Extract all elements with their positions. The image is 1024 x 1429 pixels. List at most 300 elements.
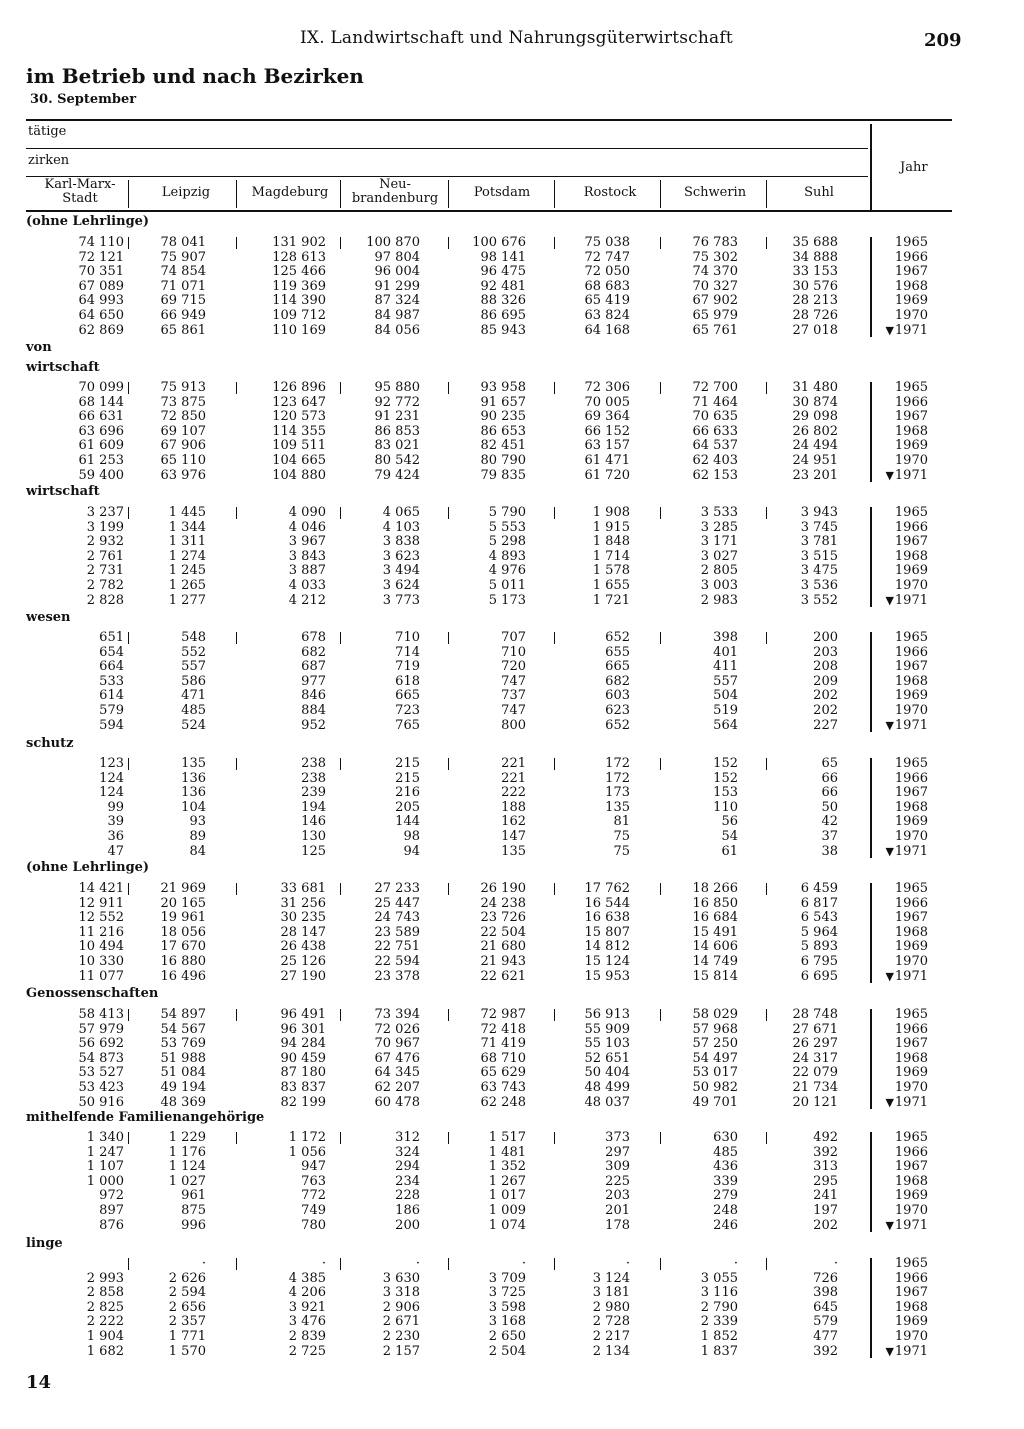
table-row <box>0 970 1024 984</box>
table-cell: 28 213 <box>792 293 838 309</box>
table-cell: 38 <box>821 843 838 859</box>
table-cell: 324 <box>395 1144 420 1160</box>
table-row <box>0 1131 1024 1145</box>
table-cell: 2 650 <box>488 1329 526 1344</box>
table-cell: 1 172 <box>288 1130 326 1145</box>
table-cell: 72 121 <box>78 249 124 265</box>
year-cell <box>868 564 928 578</box>
year-label: 1968 <box>894 1050 928 1066</box>
table-cell: 714 <box>395 644 420 660</box>
table-cell: 504 <box>713 688 738 704</box>
table-cell: 146 <box>301 814 326 830</box>
table-cell: 24 743 <box>374 910 420 926</box>
table-cell: 21 969 <box>160 881 206 896</box>
table-cell: 83 021 <box>374 438 420 454</box>
year-label: 1970 <box>894 578 928 593</box>
table-cell: 557 <box>181 659 206 675</box>
table-cell: 66 <box>821 770 838 786</box>
table-row <box>0 535 1024 549</box>
table-cell: 67 902 <box>692 293 738 309</box>
year-cell <box>868 425 928 439</box>
table-cell: 2 805 <box>700 563 738 579</box>
table-cell: 392 <box>813 1343 838 1359</box>
year-cell <box>868 236 928 250</box>
year-label: 1968 <box>894 548 928 564</box>
table-cell: 1 107 <box>86 1159 124 1175</box>
table-cell: 24 238 <box>480 895 526 911</box>
year-label: 1965 <box>894 235 928 250</box>
table-cell: 710 <box>501 644 526 660</box>
table-cell: 1 352 <box>488 1159 526 1175</box>
year-cell <box>868 970 928 984</box>
table-cell: 614 <box>99 688 124 704</box>
table-cell: 83 837 <box>280 1080 326 1095</box>
table-cell: 216 <box>395 785 420 801</box>
column-header-divider <box>340 180 341 208</box>
table-cell: 84 056 <box>374 322 420 338</box>
table-cell: 51 988 <box>160 1050 206 1066</box>
table-cell: 3 967 <box>288 534 326 550</box>
table-row <box>0 926 1024 940</box>
table-cell: 34 888 <box>792 249 838 265</box>
table-cell: 61 720 <box>584 467 630 483</box>
table-cell: 655 <box>605 644 630 660</box>
table-cell: 652 <box>605 717 630 733</box>
table-row <box>0 1052 1024 1066</box>
table-cell: 27 018 <box>792 322 838 338</box>
table-cell: 15 814 <box>692 968 738 984</box>
table-row <box>0 1219 1024 1233</box>
section-title: (ohne Lehrlinge) <box>26 214 150 229</box>
table-cell: 66 <box>821 785 838 801</box>
year-label: 1971 <box>894 1094 928 1110</box>
year-cell <box>868 1081 928 1095</box>
year-label: 1965 <box>894 630 928 645</box>
table-cell: 5 553 <box>488 519 526 535</box>
table-cell: 16 544 <box>584 895 630 911</box>
table-cell: 1 908 <box>592 505 630 520</box>
table-cell: 492 <box>813 1130 838 1145</box>
table-cell: 53 769 <box>160 1036 206 1052</box>
table-cell: 228 <box>395 1188 420 1204</box>
table-cell: · <box>415 1256 420 1271</box>
year-cell <box>868 324 928 338</box>
table-cell: 17 670 <box>160 939 206 955</box>
table-cell: 89 <box>189 829 206 844</box>
table-cell: 54 873 <box>78 1050 124 1066</box>
table-cell: 2 594 <box>168 1285 206 1301</box>
table-cell: 5 298 <box>488 534 526 550</box>
running-head: IX. Landwirtschaft und Nahrungsgüterwirtschaft <box>300 28 733 48</box>
table-cell: 173 <box>605 785 630 801</box>
table-cell: 94 <box>403 843 420 859</box>
table-cell: 720 <box>501 659 526 675</box>
table-cell: 3 887 <box>288 563 326 579</box>
year-cell <box>868 882 928 896</box>
table-cell: 50 916 <box>78 1094 124 1110</box>
table-cell: 53 017 <box>692 1065 738 1081</box>
table-cell: 56 <box>721 814 738 830</box>
table-cell: 63 824 <box>584 308 630 323</box>
year-label: 1969 <box>894 1314 928 1330</box>
year-cell <box>868 786 928 800</box>
table-cell: 63 743 <box>480 1080 526 1095</box>
table-cell: 3 630 <box>382 1270 420 1286</box>
table-cell: 74 854 <box>160 264 206 280</box>
table-cell: 4 065 <box>382 505 420 520</box>
table-cell: 61 253 <box>78 453 124 468</box>
table-row <box>0 1160 1024 1174</box>
table-cell: 27 233 <box>374 881 420 896</box>
table-cell: 110 <box>713 799 738 815</box>
table-cell: 221 <box>501 756 526 771</box>
table-cell: 14 812 <box>584 939 630 955</box>
year-cell <box>868 410 928 424</box>
table-cell: 678 <box>301 630 326 645</box>
year-label: 1968 <box>894 1299 928 1315</box>
table-cell: 2 725 <box>288 1343 326 1359</box>
table-row <box>0 521 1024 535</box>
table-cell: 3 552 <box>800 592 838 608</box>
table-cell: 548 <box>181 630 206 645</box>
table-cell: 72 700 <box>692 380 738 395</box>
year-label: 1969 <box>894 1188 928 1204</box>
table-cell: 630 <box>713 1130 738 1145</box>
table-cell: 22 621 <box>480 968 526 984</box>
year-label: 1970 <box>894 1080 928 1095</box>
table-cell: 339 <box>713 1173 738 1189</box>
table-cell: 2 731 <box>86 563 124 579</box>
table-cell: 94 284 <box>280 1036 326 1052</box>
table-cell: 82 199 <box>280 1094 326 1110</box>
table-cell: 6 795 <box>800 954 838 969</box>
table-cell: 15 124 <box>584 954 630 969</box>
section-title: mithelfende Familienangehörige <box>26 1110 265 1125</box>
table-cell: 234 <box>395 1173 420 1189</box>
table-row <box>0 1301 1024 1315</box>
table-cell: 1 682 <box>86 1343 124 1359</box>
table-cell: 3 181 <box>592 1285 630 1301</box>
table-cell: 4 103 <box>382 519 420 535</box>
table-cell: 2 858 <box>86 1285 124 1301</box>
year-label: 1966 <box>894 1021 928 1037</box>
table-cell: 1 056 <box>288 1144 326 1160</box>
year-label: 1971 <box>894 592 928 608</box>
section-title: Genossenschaften <box>26 986 159 1001</box>
table-cell: 124 <box>99 770 124 786</box>
table-cell: 2 134 <box>592 1343 630 1359</box>
triangle-marker-icon: ▼ <box>885 844 894 858</box>
table-row <box>0 469 1024 483</box>
table-row <box>0 506 1024 520</box>
year-label: 1967 <box>894 409 928 425</box>
table-cell: 215 <box>395 770 420 786</box>
table-row <box>0 1330 1024 1344</box>
table-cell: 1 344 <box>168 519 206 535</box>
table-cell: 53 423 <box>78 1080 124 1095</box>
table-row <box>0 955 1024 969</box>
year-label: 1968 <box>894 673 928 689</box>
year-label: 1965 <box>894 756 928 771</box>
table-row <box>0 911 1024 925</box>
table-cell: 85 943 <box>480 322 526 338</box>
table-cell: 135 <box>181 756 206 771</box>
table-row <box>0 1096 1024 1110</box>
table-cell: 202 <box>813 703 838 718</box>
table-cell: 687 <box>301 659 326 675</box>
table-row <box>0 1272 1024 1286</box>
table-cell: 4 385 <box>288 1270 326 1286</box>
table-cell: 12 552 <box>78 910 124 926</box>
table-row <box>0 381 1024 395</box>
table-cell: 61 <box>721 843 738 859</box>
table-cell: 2 761 <box>86 548 124 564</box>
table-cell: 93 958 <box>480 380 526 395</box>
table-cell: 64 650 <box>78 308 124 323</box>
table-cell: 295 <box>813 1173 838 1189</box>
section-title: wesen <box>26 610 71 625</box>
table-cell: 65 419 <box>584 293 630 309</box>
table-cell: 63 696 <box>78 423 124 439</box>
column-header-divider <box>554 180 555 208</box>
table-cell: 76 783 <box>692 235 738 250</box>
table-cell: 104 880 <box>272 467 326 483</box>
table-cell: 64 537 <box>692 438 738 454</box>
table-cell: 209 <box>813 673 838 689</box>
table-cell: 79 424 <box>374 467 420 483</box>
table-cell: 98 <box>403 829 420 844</box>
table-cell: 172 <box>605 770 630 786</box>
year-label: 1970 <box>894 308 928 323</box>
year-cell <box>868 926 928 940</box>
table-cell: 109 511 <box>272 438 326 454</box>
column-header-divider <box>448 180 449 208</box>
table-row <box>0 1189 1024 1203</box>
table-cell: 665 <box>605 659 630 675</box>
table-cell: 436 <box>713 1159 738 1175</box>
table-cell: 309 <box>605 1159 630 1175</box>
table-cell: 75 <box>613 843 630 859</box>
table-cell: 623 <box>605 703 630 718</box>
table-cell: 4 033 <box>288 578 326 593</box>
table-cell: 70 327 <box>692 278 738 294</box>
table-cell: 16 850 <box>692 895 738 911</box>
table-cell: 3 494 <box>382 563 420 579</box>
table-cell: 221 <box>501 770 526 786</box>
table-cell: 95 880 <box>374 380 420 395</box>
section-title: wirtschaft <box>26 484 100 499</box>
table-cell: 24 317 <box>792 1050 838 1066</box>
table-row <box>0 594 1024 608</box>
table-cell: 2 339 <box>700 1314 738 1330</box>
table-cell: 120 573 <box>272 409 326 425</box>
table-cell: 6 695 <box>800 968 838 984</box>
year-cell <box>868 280 928 294</box>
table-cell: 2 980 <box>592 1299 630 1315</box>
table-cell: 18 266 <box>692 881 738 896</box>
year-label: 1967 <box>894 910 928 926</box>
table-cell: 2 626 <box>168 1270 206 1286</box>
year-cell <box>868 535 928 549</box>
table-cell: 79 835 <box>480 467 526 483</box>
table-cell: 57 968 <box>692 1021 738 1037</box>
table-cell: 114 390 <box>272 293 326 309</box>
table-row <box>0 1008 1024 1022</box>
table-cell: 28 748 <box>792 1007 838 1022</box>
table-cell: 664 <box>99 659 124 675</box>
table-cell: 72 747 <box>584 249 630 265</box>
table-cell: 947 <box>301 1159 326 1175</box>
table-cell: 2 217 <box>592 1329 630 1344</box>
table-cell: 54 897 <box>160 1007 206 1022</box>
table-cell: 50 <box>821 799 838 815</box>
header-rule-1 <box>26 148 868 149</box>
year-cell <box>868 579 928 593</box>
table-cell: 3 921 <box>288 1299 326 1315</box>
year-label: 1967 <box>894 785 928 801</box>
year-cell <box>868 1286 928 1300</box>
triangle-marker-icon: ▼ <box>885 323 894 337</box>
table-cell: 23 726 <box>480 910 526 926</box>
table-cell: 96 475 <box>480 264 526 280</box>
table-row <box>0 251 1024 265</box>
column-header-divider <box>660 180 661 208</box>
table-cell: 91 657 <box>480 394 526 410</box>
table-cell: 54 567 <box>160 1021 206 1037</box>
table-cell: 75 302 <box>692 249 738 265</box>
table-cell: 1 570 <box>168 1343 206 1359</box>
table-cell: 136 <box>181 785 206 801</box>
table-cell: 763 <box>301 1173 326 1189</box>
table-cell: 55 103 <box>584 1036 630 1052</box>
year-label: 1969 <box>894 939 928 955</box>
year-cell <box>868 660 928 674</box>
table-cell: 23 201 <box>792 467 838 483</box>
year-cell <box>868 704 928 718</box>
table-cell: 56 913 <box>584 1007 630 1022</box>
table-cell: 398 <box>813 1285 838 1301</box>
table-cell: 579 <box>813 1314 838 1330</box>
table-row <box>0 940 1024 954</box>
table-cell: 996 <box>181 1217 206 1233</box>
table-cell: 665 <box>395 688 420 704</box>
table-cell: 4 212 <box>288 592 326 608</box>
table-cell: 51 084 <box>160 1065 206 1081</box>
footer-number: 14 <box>26 1372 52 1393</box>
column-header-line-2: brandenburg <box>351 191 439 206</box>
table-cell: 1 124 <box>168 1159 206 1175</box>
column-header-line-1: Leipzig <box>161 185 211 200</box>
table-cell: 125 466 <box>272 264 326 280</box>
table-cell: 96 004 <box>374 264 420 280</box>
table-cell: 1 714 <box>592 548 630 564</box>
year-cell <box>868 1330 928 1344</box>
table-cell: 765 <box>395 717 420 733</box>
column-header <box>30 178 130 206</box>
section-title: schutz <box>26 736 74 751</box>
table-cell: 64 993 <box>78 293 124 309</box>
table-cell: 84 987 <box>374 308 420 323</box>
table-row <box>0 845 1024 859</box>
table-cell: 23 378 <box>374 968 420 984</box>
table-cell: 90 459 <box>280 1050 326 1066</box>
column-header-divider <box>236 180 237 208</box>
table-cell: 75 <box>613 829 630 844</box>
table-cell: 62 153 <box>692 467 738 483</box>
table-cell: 54 497 <box>692 1050 738 1066</box>
year-cell <box>868 1146 928 1160</box>
year-label: 1969 <box>894 563 928 579</box>
table-cell: · <box>625 1256 630 1271</box>
table-cell: 579 <box>99 703 124 718</box>
table-cell: · <box>321 1256 326 1271</box>
table-cell: 98 141 <box>480 249 526 265</box>
table-cell: 1 311 <box>168 534 206 550</box>
triangle-marker-icon: ▼ <box>885 1344 894 1358</box>
table-cell: 128 613 <box>272 249 326 265</box>
table-cell: 2 222 <box>86 1314 124 1330</box>
column-header <box>138 186 234 200</box>
column-header <box>342 178 448 206</box>
table-row <box>0 631 1024 645</box>
year-cell <box>868 1315 928 1329</box>
table-cell: 15 953 <box>584 968 630 984</box>
year-cell <box>868 1175 928 1189</box>
table-cell: 1 277 <box>168 592 206 608</box>
table-cell: 26 802 <box>792 423 838 439</box>
year-cell <box>868 757 928 771</box>
year-label: 1968 <box>894 799 928 815</box>
table-cell: 28 147 <box>280 924 326 940</box>
table-cell: 200 <box>395 1217 420 1233</box>
table-cell: 48 499 <box>584 1080 630 1095</box>
table-cell: 411 <box>713 659 738 675</box>
table-cell: 72 987 <box>480 1007 526 1022</box>
table-cell: 87 324 <box>374 293 420 309</box>
year-cell <box>868 897 928 911</box>
year-label: 1968 <box>894 278 928 294</box>
year-cell <box>868 309 928 323</box>
year-cell <box>868 772 928 786</box>
year-label: 1969 <box>894 1065 928 1081</box>
table-cell: 5 173 <box>488 592 526 608</box>
table-row <box>0 646 1024 660</box>
table-cell: 18 056 <box>160 924 206 940</box>
table-cell: 1 915 <box>592 519 630 535</box>
table-cell: 471 <box>181 688 206 704</box>
table-cell: 172 <box>605 756 630 771</box>
table-cell: 66 152 <box>584 423 630 439</box>
table-row <box>0 897 1024 911</box>
table-row <box>0 1037 1024 1051</box>
table-row <box>0 564 1024 578</box>
table-cell: 1 245 <box>168 563 206 579</box>
table-cell: 91 231 <box>374 409 420 425</box>
table-cell: 1 274 <box>168 548 206 564</box>
table-row <box>0 830 1024 844</box>
table-cell: · <box>521 1256 526 1271</box>
table-cell: 14 749 <box>692 954 738 969</box>
table-row <box>0 772 1024 786</box>
section-title-line-2: wirtschaft <box>26 360 100 375</box>
table-cell: 897 <box>99 1203 124 1218</box>
column-header-divider <box>766 180 767 208</box>
table-cell: 86 695 <box>480 308 526 323</box>
table-cell: 3 171 <box>700 534 738 550</box>
table-cell: 24 951 <box>792 453 838 468</box>
year-label: 1969 <box>894 688 928 704</box>
table-cell: 401 <box>713 644 738 660</box>
